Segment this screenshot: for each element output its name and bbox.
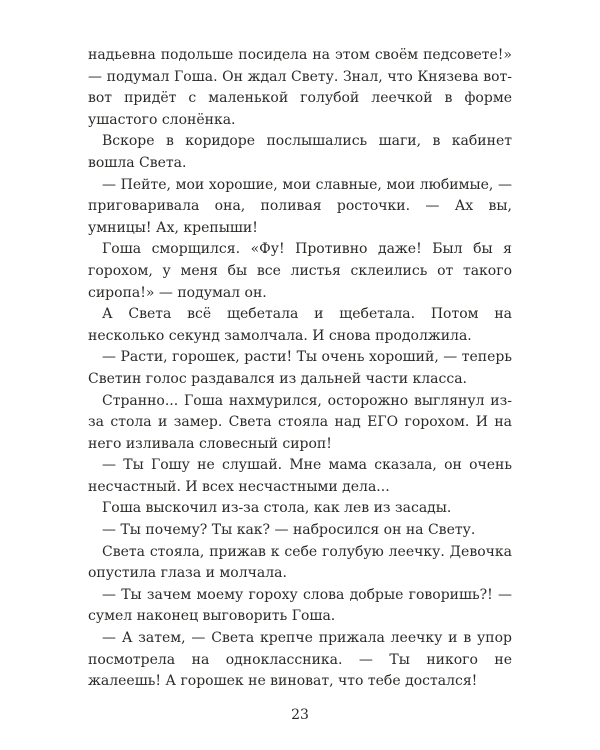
paragraph: надьевна подольше посидела на этом своём педсовете!» — подумал Гоша. Он ждал Свету. Знал, что Князева вот-вот придёт с маленькой голубой леечкой в форме ушастого слонёнка.: [88, 47, 512, 128]
paragraph: А Света всё щебетала и щебетала. Потом на несколько секунд замолчала. И снова продолжила.: [88, 306, 512, 344]
paragraph: Гоша выскочил из-за стола, как лев из засады.: [102, 500, 452, 517]
paragraph: — Ты почему? Ты как? — набросился он на Свету.: [102, 522, 476, 539]
page-number: 23: [291, 707, 309, 723]
paragraph: Гоша сморщился. «Фу! Противно даже! Был бы я горохом, у меня бы все листья склеились от такого сиропа!» — подумал он.: [88, 241, 512, 301]
paragraph: — Пейте, мои хорошие, мои славные, мои любимые, — приговаривала она, поливая росточки. — Ах вы, умницы! Ах, крепыши!: [88, 176, 512, 236]
paragraph: — Ты Гошу не слушай. Мне мама сказала, он очень несчастный. И всех несчастными дела...: [88, 457, 512, 495]
paragraph: — Ты зачем моему гороху слова добрые говоришь?! — сумел наконец выговорить Гоша.: [88, 586, 512, 625]
paragraph: — Расти, горошек, расти! Ты очень хороший, — теперь Светин голос раздавался из дальней части класса.: [88, 349, 512, 387]
paragraph: Странно... Гоша нахмурился, осторожно выглянул из-за стола и замер. Света стояла над ЕГО горохом. И на него изливала словесный сироп!: [88, 392, 512, 452]
paragraph: Света стояла, прижав к себе голубую леечку. Девочка опустила глаза и молчала.: [88, 543, 512, 582]
paragraph: — А затем, — Света крепче прижала леечку и в упор посмотрела на одноклассника. — Ты никого не жалеешь! А горошек не виноват, что тебе достался!: [88, 630, 512, 690]
paragraph: Вскоре в коридоре послышались шаги, в кабинет вошла Света.: [88, 133, 512, 171]
body-text: [88, 45, 512, 693]
